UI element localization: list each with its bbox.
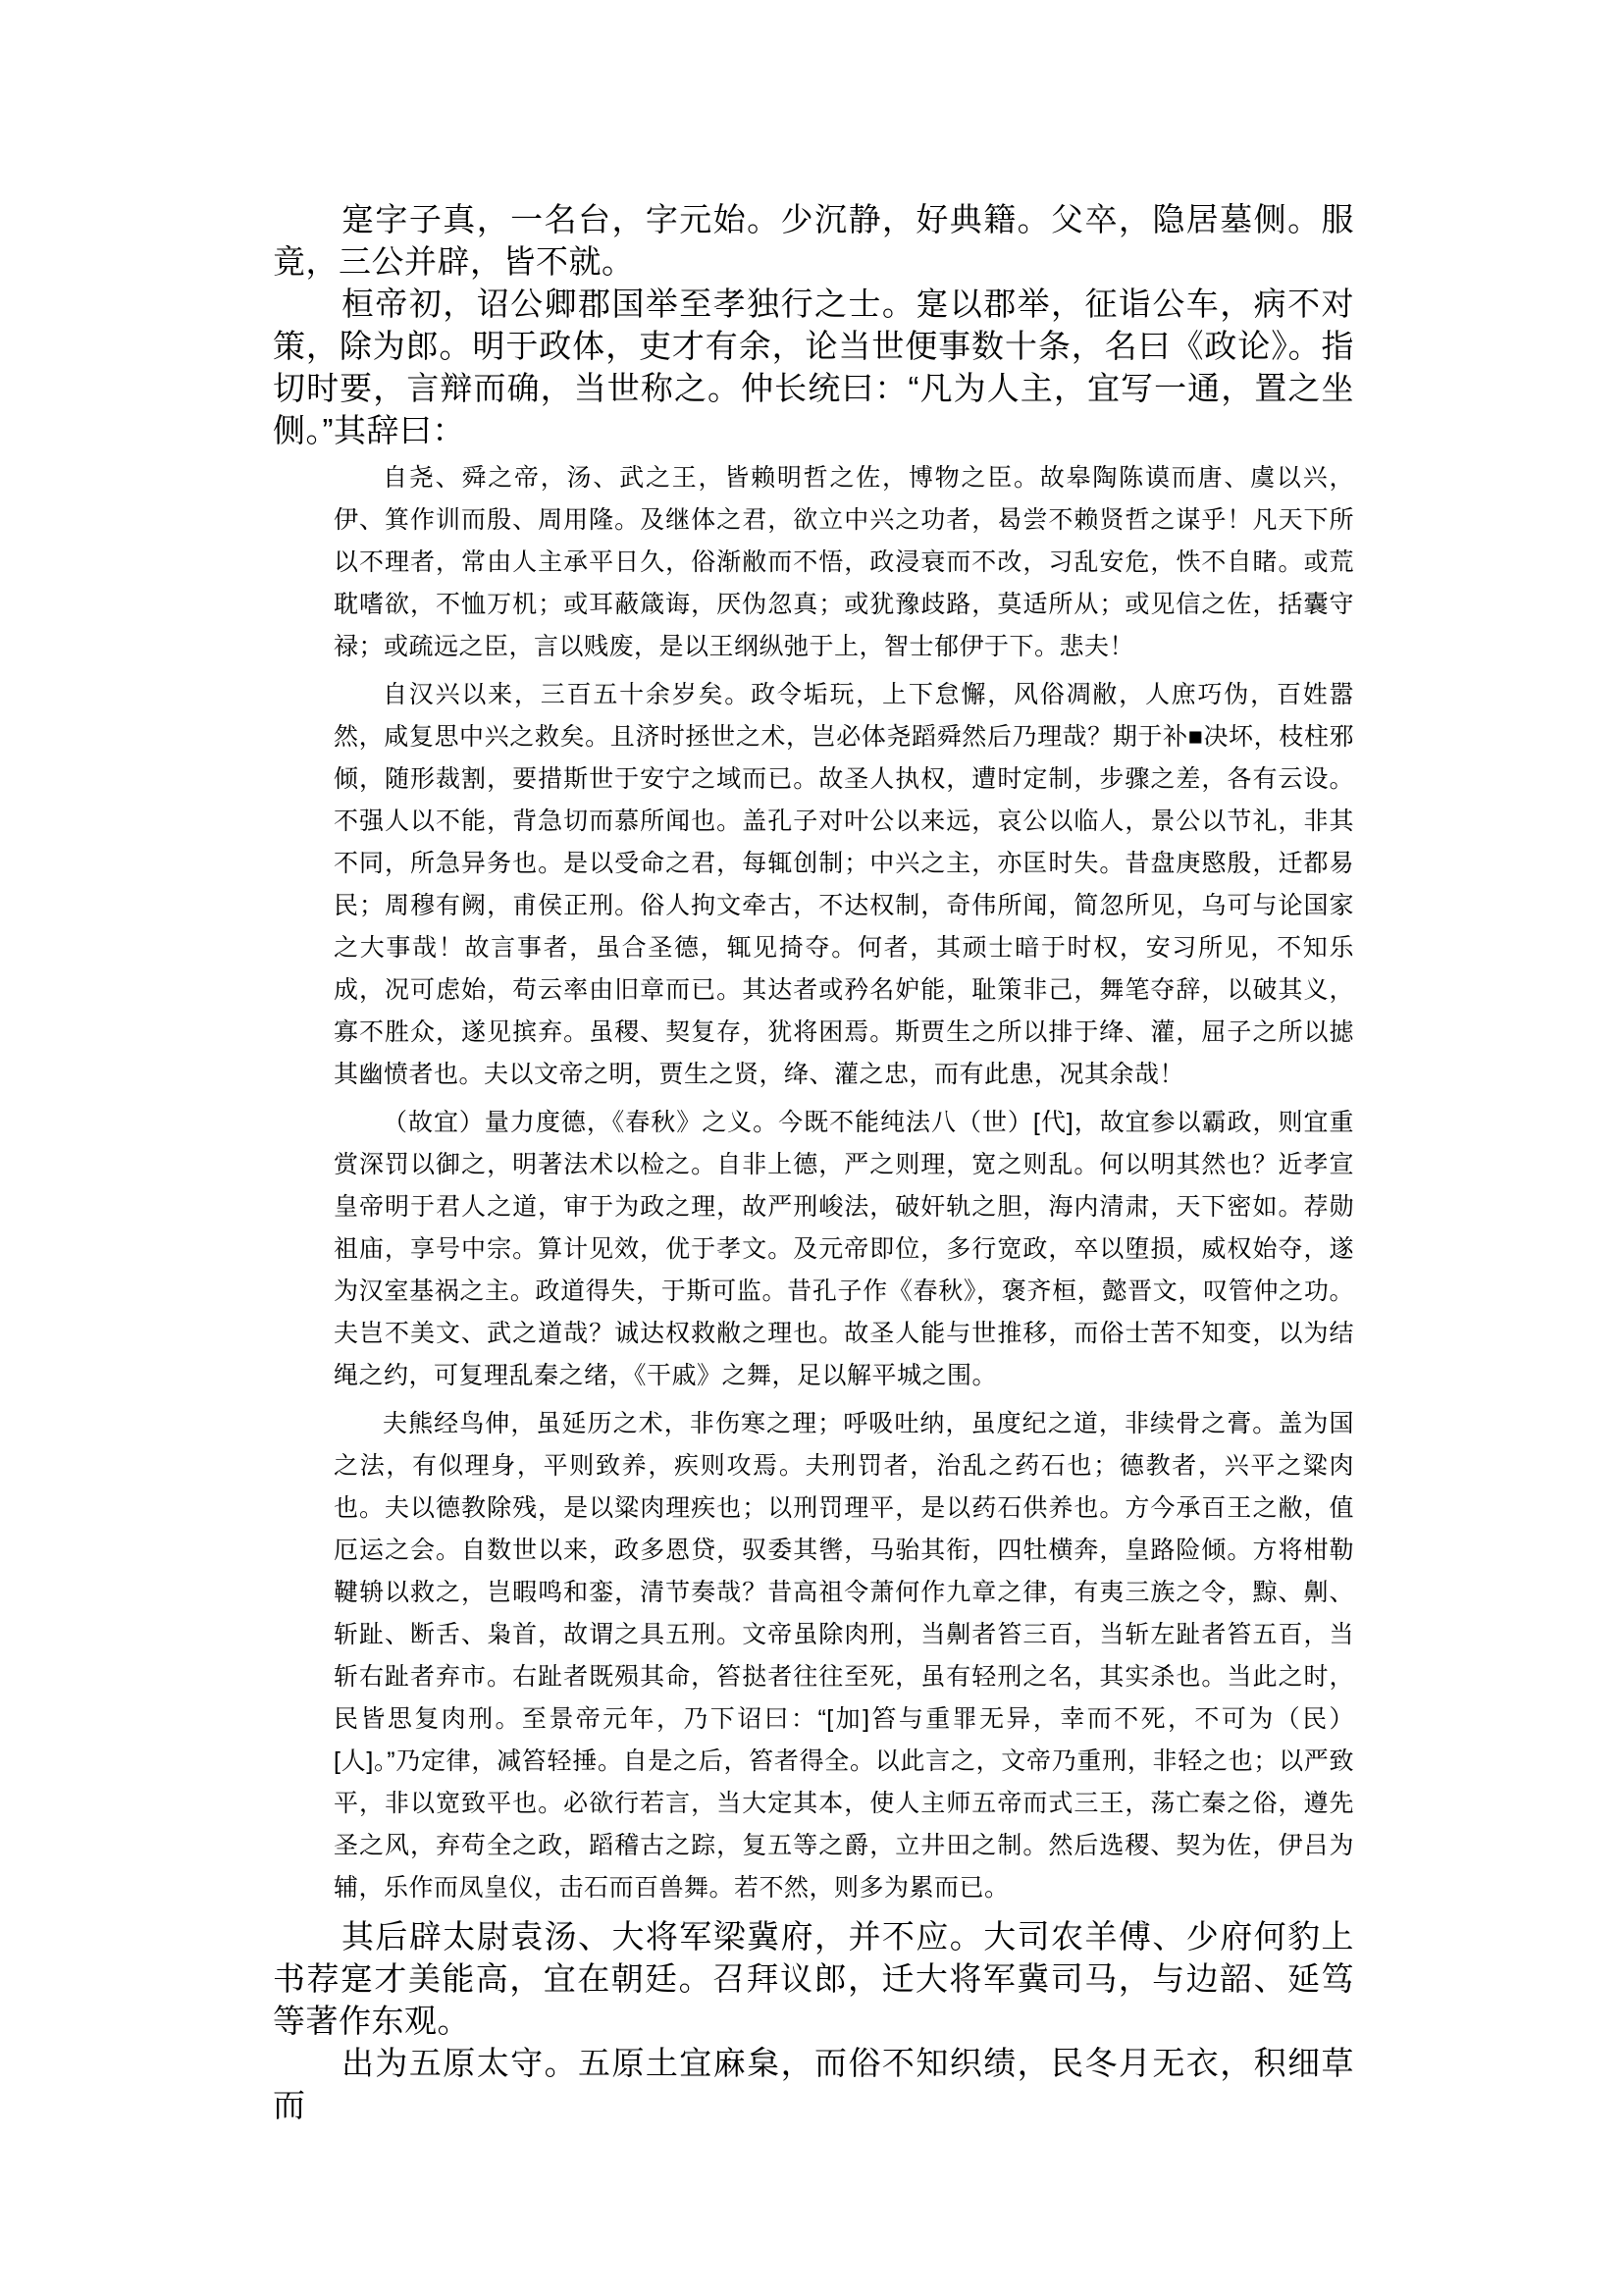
paragraph-bio-intro: 寔字子真，一名台，字元始。少沉静，好典籍。父卒，隐居墓侧。服竟，三公并辟，皆不就。	[273, 201, 1354, 280]
paragraph-later-career: 其后辟太尉袁汤、大将军梁冀府，并不应。大司农羊傅、少府何豹上书荐寔才美能高，宜在朝廷。召拜议郎，迁大将军冀司马，与边韶、延笃等著作东观。	[273, 1918, 1354, 2039]
paragraph-wuyuan-taishou: 出为五原太守。五原土宜麻枲，而俗不知织绩，民冬月无衣，积细草而	[273, 2045, 1354, 2123]
paragraph-huandi-zhenglun: 桓帝初，诏公卿郡国举至孝独行之士。寔以郡举，征诣公车，病不对策，除为郎。明于政体，吏才有余，论当世便事数十条，名曰《政论》。指切时要，言辩而确，当世称之。仲长统曰：“凡为人主，宜写一通，置之坐侧。”其辞曰：	[273, 286, 1354, 448]
quote-paragraph-4: 夫熊经鸟伸，虽延历之术，非伤寒之理；呼吸吐纳，虽度纪之道，非续骨之膏。盖为国之法，有似理身，平则致养，疾则攻焉。夫刑罚者，治乱之药石也；德教者，兴平之粱肉也。夫以德教除残，是以粱肉理疾也；以刑罚理平，是以药石供养也。方今承百王之敝，值厄运之会。自数世以来，政多恩贷，驭委其辔，马骀其衔，四牡横奔，皇路险倾。方将柑勒鞬辀以救之，岂暇鸣和銮，清节奏哉？昔高祖令萧何作九章之律，有夷三族之令，黥、劓、斩趾、断舌、枭首，故谓之具五刑。文帝虽除肉刑，当劓者笞三百，当斩左趾者笞五百，当斩右趾者弃市。右趾者既殒其命，笞挞者往往至死，虽有轻刑之名，其实杀也。当此之时，民皆思复肉刑。至景帝元年，乃下诏曰：“[加]笞与重罪无异，幸而不死，不可为（民）[人]。”乃定律，减笞轻捶。自是之后，笞者得全。以此言之，文帝乃重刑，非轻之也；以严致平，非以宽致平也。必欲行若言，当大定其本，使人主师五帝而式三王，荡亡秦之俗，遵先圣之风，弃苟全之政，蹈稽古之踪，复五等之爵，立井田之制。然后选稷、契为佐，伊吕为辅，乐作而凤皇仪，击石而百兽舞。若不然，则多为累而已。	[334, 1410, 1354, 1902]
quote-paragraph-3: （故宜）量力度德，《春秋》之义。今既不能纯法八（世）[代]，故宜参以霸政，则宜重赏深罚以御之，明著法术以检之。自非上德，严之则理，宽之则乱。何以明其然也？近孝宣皇帝明于君人之道，审于为政之理，故严刑峻法，破奸轨之胆，海内清肃，天下密如。荐勋祖庙，享号中宗。算计见效，优于孝文。及元帝即位，多行宽政，卒以堕损，威权始夺，遂为汉室基祸之主。政道得失，于斯可监。昔孔子作《春秋》，褒齐桓，懿晋文，叹管仲之功。夫岂不美文、武之道哉？诚达权救敝之理也。故圣人能与世推移，而俗士苦不知变，以为结绳之约，可复理乱秦之绪，《干戚》之舞，足以解平城之围。	[334, 1109, 1354, 1389]
quote-paragraph-2: 自汉兴以来，三百五十余岁矣。政令垢玩，上下怠懈，风俗凋敝，人庶巧伪，百姓嚣然，咸复思中兴之救矣。且济时拯世之术，岂必体尧蹈舜然后乃理哉？期于补■决坏，枝柱邪倾，随形裁割，要措斯世于安宁之域而已。故圣人执权，遭时定制，步骤之差，各有云设。不强人以不能，背急切而慕所闻也。盖孔子对叶公以来远，哀公以临人，景公以节礼，非其不同，所急异务也。是以受命之君，每辄创制；中兴之主，亦匡时失。昔盘庚愍殷，迁都易民；周穆有阙，甫侯正刑。俗人拘文牵古，不达权制，奇伟所闻，简忽所见，乌可与论国家之大事哉！故言事者，虽合圣德，辄见掎夺。何者，其顽士暗于时权，安习所见，不知乐成，况可虑始，苟云率由旧章而已。其达者或矜名妒能，耻策非己，舞笔夺辞，以破其义，寡不胜众，遂见摈弃。虽稷、契复存，犹将困焉。斯贾生之所以排于绛、灌，屈子之所以摅其幽愤者也。夫以文帝之明，贾生之贤，绛、灌之忠，而有此患，况其余哉！	[334, 681, 1354, 1088]
quote-paragraph-1: 自尧、舜之帝，汤、武之王，皆赖明哲之佐，博物之臣。故皋陶陈谟而唐、虞以兴，伊、箕作训而殷、周用隆。及继体之君，欲立中兴之功者，曷尝不赖贤哲之谋乎！凡天下所以不理者，常由人主承平日久，俗渐敝而不悟，政浸衰而不改，习乱安危，怢不自睹。或荒耽嗜欲，不恤万机；或耳蔽箴诲，厌伪忽真；或犹豫歧路，莫适所从；或见信之佐，括囊守禄；或疏远之臣，言以贱废，是以王纲纵弛于上，智士郁伊于下。悲夫！	[334, 464, 1354, 660]
